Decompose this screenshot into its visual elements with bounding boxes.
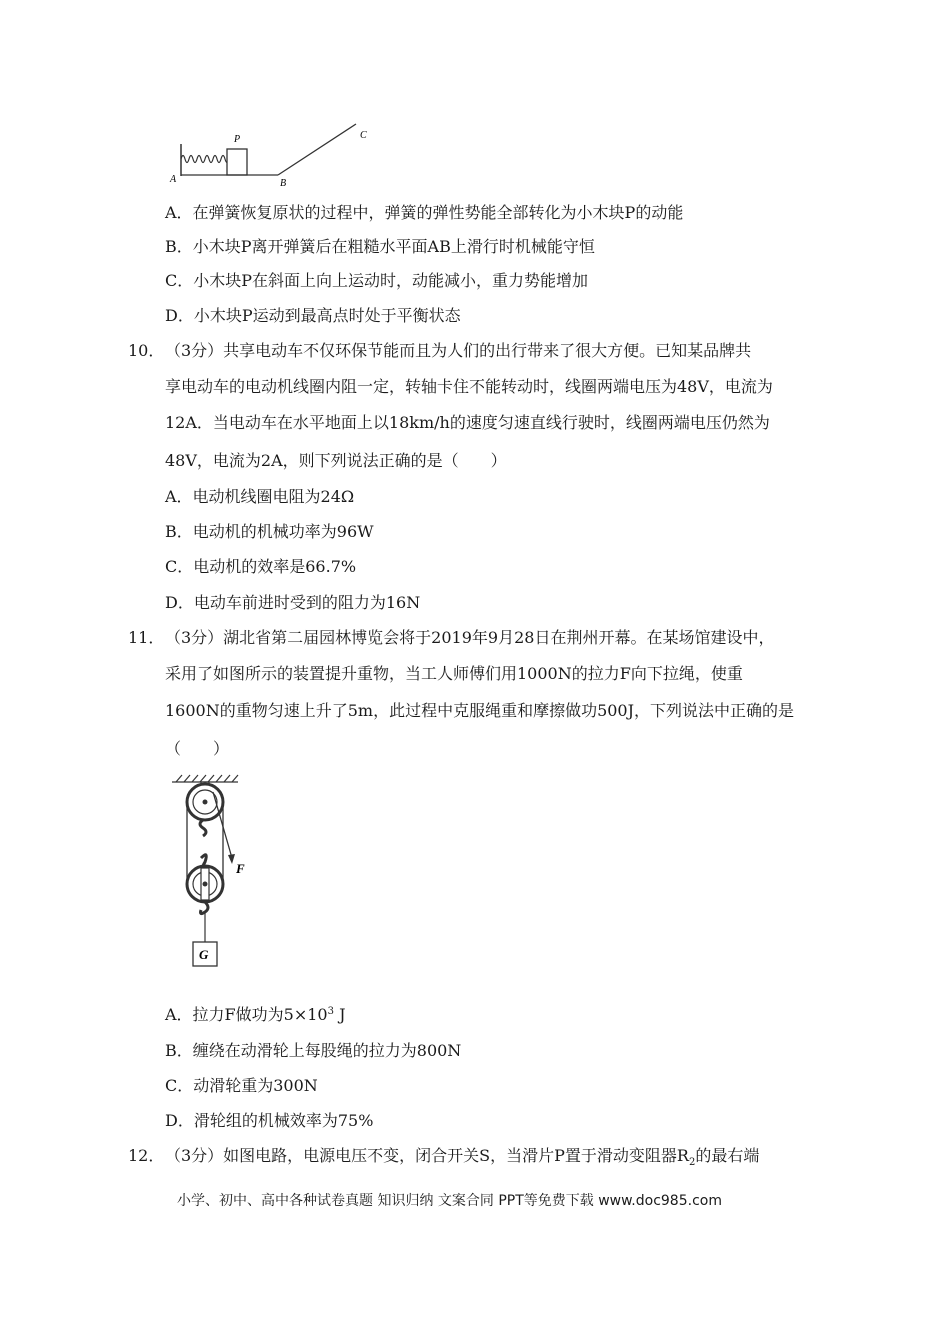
- pulley-figure: [168, 772, 268, 972]
- label-g: G: [199, 947, 209, 962]
- q9-option-a: A．在弹簧恢复原状的过程中，弹簧的弹性势能全部转化为小木块P的动能: [165, 203, 684, 222]
- q11-option-b: B．缠绕在动滑轮上每股绳的拉力为800N: [165, 1041, 462, 1060]
- label-f: F: [236, 861, 245, 876]
- q12-stem-line: （3分）如图电路，电源电压不变，闭合开关S，当滑片P置于滑动变阻器$R_2$的最右端: [165, 1146, 760, 1169]
- q10-stem-line: 48V，电流为2A，则下列说法正确的是（ ）: [165, 451, 507, 470]
- wood-block-p: [227, 149, 247, 175]
- label-b: B: [280, 178, 287, 189]
- fixed-pulley-hook: [200, 820, 206, 836]
- spring-incline-figure: [168, 118, 378, 190]
- q9-option-b: B．小木块P离开弹簧后在粗糙水平面AB上滑行时机械能守恒: [165, 237, 595, 256]
- q11-stem-line: （ ）: [165, 739, 230, 758]
- label-a: A: [170, 174, 177, 185]
- label-c: C: [360, 130, 367, 141]
- q11-option-d: D．滑轮组的机械效率为75%: [165, 1111, 374, 1130]
- q10-option-b: B．电动机的机械功率为96W: [165, 522, 374, 541]
- q10-stem-line: （3分）共享电动车不仅环保节能而且为人们的出行带来了很大方便。已知某品牌共: [165, 341, 752, 360]
- incline-bc: [278, 124, 356, 175]
- q10-stem-line: 12A．当电动车在水平地面上以18km/h的速度匀速直线行驶时，线圈两端电压仍然为: [165, 413, 770, 432]
- q9-option-d: D．小木块P运动到最高点时处于平衡状态: [165, 306, 461, 325]
- footer-download-note: 小学、初中、高中各种试卷真题 知识归纳 文案合同 PPT等免费下载 www.doc985.com: [177, 1193, 722, 1209]
- q11-option-c: C．动滑轮重为300N: [165, 1076, 318, 1095]
- label-p: P: [234, 134, 241, 145]
- q10-number: 10．: [128, 341, 165, 360]
- q10-option-c: C．电动机的效率是66.7%: [165, 557, 357, 576]
- q11-number: 11．: [128, 628, 165, 647]
- q11-option-a: A．拉力F做功为$5\times 10^3$ J: [165, 1005, 346, 1024]
- q9-option-c: C．小木块P在斜面上向上运动时，动能减小，重力势能增加: [165, 271, 589, 290]
- q10-option-d: D．电动车前进时受到的阻力为16N: [165, 593, 421, 612]
- q10-stem-line: 享电动车的电动机线圈内阻一定，转轴卡住不能转动时，线圈两端电压为48V，电流为: [165, 377, 773, 396]
- ceiling: [172, 775, 238, 782]
- force-arrow-head: [228, 854, 235, 864]
- q11-stem-line: 1600N的重物匀速上升了5m，此过程中克服绳重和摩擦做功500J，下列说法中正确的是: [165, 701, 795, 720]
- q11-stem-line: 采用了如图所示的装置提升重物，当工人师傅们用1000N的拉力F向下拉绳，使重: [165, 664, 743, 683]
- movable-pulley-hook-bottom: [201, 902, 209, 914]
- q10-option-a: A．电动机线圈电阻为24Ω: [165, 487, 355, 506]
- q11-stem-line: （3分）湖北省第二届园林博览会将于2019年9月28日在荆州开幕。在某场馆建设中，: [165, 628, 775, 647]
- q12-number: 12．: [128, 1146, 165, 1165]
